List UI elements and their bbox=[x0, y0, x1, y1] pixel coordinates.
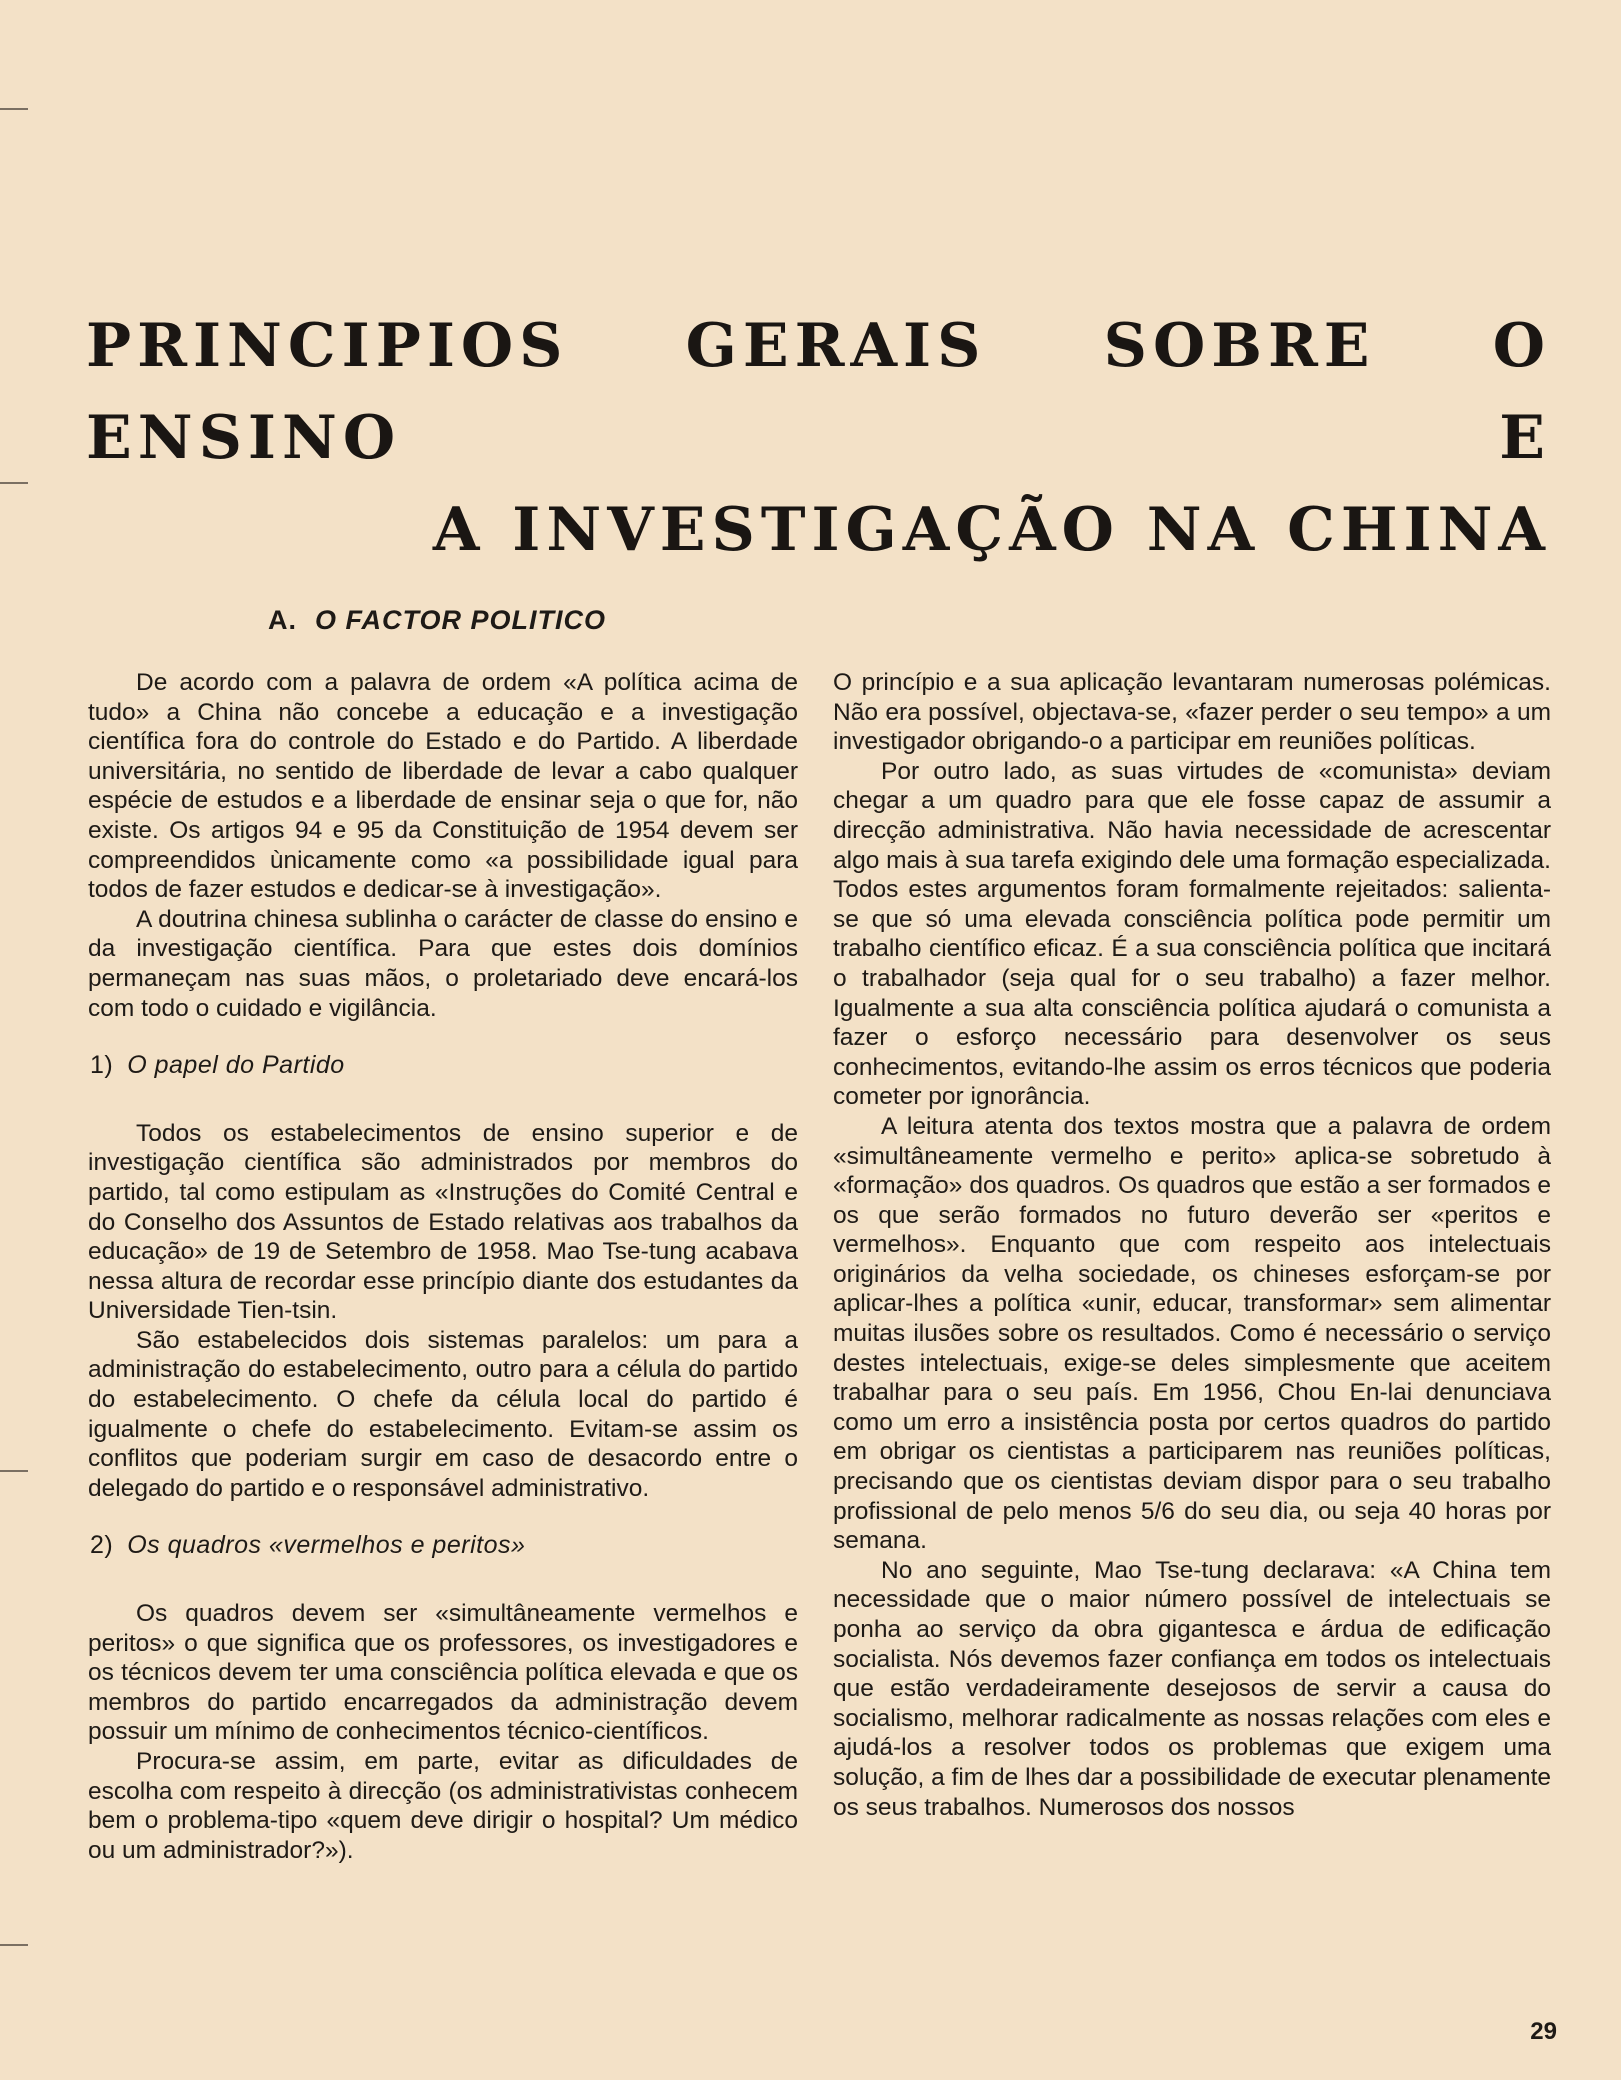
right-column bbox=[833, 668, 1551, 1822]
section-heading bbox=[268, 605, 606, 636]
article-title bbox=[86, 300, 1551, 576]
article-title-line-1: PRINCIPIOS GERAIS SOBRE O ENSINO E bbox=[86, 311, 1551, 473]
paragraph: O princípio e a sua aplicação levantaram numerosas polémicas. Não era possível, objectava-se, «fazer perder o seu tempo» a um investigador obrigando-o a participar em reuniões políticas. bbox=[833, 669, 1551, 756]
paragraph: No ano seguinte, Mao Tse-tung declarava: «A China tem necessidade que o maior número possível de intelectuais se ponha ao serviço da obra gigantesca e árdua de edificação socialista. Nós devemos fazer confiança em todos os intelectuais que estão verdadeiramente desejosos de servir a causa do socialismo, melhorar radicalmente as nossas relações com eles e ajudá-los a resolver todos os problemas que exigem uma solução, a fim de lhes dar a possibilidade de executar plenamente os seus trabalhos. Numerosos dos nossos bbox=[833, 1556, 1551, 1821]
section-letter: A. bbox=[268, 605, 297, 635]
scan-margin-mark bbox=[0, 108, 28, 110]
subheading-text: O papel do Partido bbox=[127, 1051, 345, 1080]
paragraph: Os quadros devem ser «simultâneamente vermelhos e peritos» o que significa que os professores, os investigadores e os técnicos devem ter uma consciência política elevada e que os membros do partido encarregados da administração devem possuir um mínimo de conhecimentos técnico-científicos. bbox=[88, 1600, 798, 1746]
page-number: 29 bbox=[1530, 2018, 1557, 2045]
paragraph: Procura-se assim, em parte, evitar as dificuldades de escolha com respeito à direcção (os administrativistas conhecem bem o problema-tipo «quem deve dirigir o hospital? Um médico ou um administrador?»). bbox=[88, 1748, 798, 1864]
paragraph: A leitura atenta dos textos mostra que a palavra de ordem «simultâneamente vermelho e perito» aplica-se sobretudo à «formação» dos quadros. Os quadros que estão a ser formados e os que serão formados no futuro deverão ser «peritos e vermelhos». Enquanto que com respeito aos intelectuais originários da velha sociedade, os chineses esforçam-se por aplicar-lhes a política «unir, educar, transformar» sem alimentar muitas ilusões sobre os resultados. Como é necessário o serviço destes intelectuais, exige-se deles simplesmente que aceitem trabalhar para o seu país. Em 1956, Chou En-lai denunciava como um erro a insistência posta por certos quadros do partido em obrigar os cientistas a participarem nas reuniões políticas, precisando que os cientistas deviam dispor para o seu trabalho profissional de pelo menos 5/6 do seu dia, ou seja 40 horas por semana. bbox=[833, 1112, 1551, 1555]
subheading-number: 1) bbox=[90, 1051, 114, 1080]
subheading-number: 2) bbox=[90, 1531, 114, 1560]
subheading-cadres bbox=[90, 1531, 798, 1561]
paragraph: Todos os estabelecimentos de ensino superior e de investigação científica são administrados por membros do partido, tal como estipulam as «Instruções do Comité Central e do Conselho dos Assuntos de Estado relativas aos trabalhos da educação» de 19 de Setembro de 1958. Mao Tse-tung acabava nessa altura de recordar esse princípio diante dos estudantes da Universidade Tien-tsin. bbox=[88, 1119, 798, 1325]
paragraph: De acordo com a palavra de ordem «A política acima de tudo» a China não concebe a educação e a investigação científica fora do controle do Estado e do Partido. A liberdade universitária, no sentido de liberdade de levar a cabo qualquer espécie de estudos e a liberdade de ensinar seja o que for, não existe. Os artigos 94 e 95 da Constituição de 1954 devem ser compreendidos ùnicamente como «a possibilidade igual para todos de fazer estudos e dedicar-se à investigação». bbox=[88, 669, 798, 904]
article-title-line-2: A INVESTIGAÇÃO NA CHINA bbox=[432, 495, 1551, 565]
paragraph: A doutrina chinesa sublinha o carácter de classe do ensino e da investigação científica. Para que estes dois domínios permaneçam nas suas mãos, o proletariado deve encará-los com todo o cuidado e vigilância. bbox=[88, 905, 798, 1022]
paragraph: Por outro lado, as suas virtudes de «comunista» deviam chegar a um quadro para que ele fosse capaz de assumir a direcção administrativa. Não havia necessidade de acrescentar algo mais à sua tarefa exigindo dele uma formação especializada. Todos estes argumentos foram formalmente rejeitados: salienta-se que só uma elevada consciência política pode permitir um trabalho científico eficaz. É a sua consciência política que incitará o trabalhador (seja qual for o seu trabalho) a fazer melhor. Igualmente a sua alta consciência política ajudará o comunista a fazer o esforço necessário para desenvolver os seus conhecimentos, evitando-lhe assim os erros técnicos que poderia cometer por ignorância. bbox=[833, 757, 1551, 1111]
scan-margin-mark bbox=[0, 482, 28, 484]
subheading-party-role bbox=[90, 1051, 798, 1081]
subheading-text: Os quadros «vermelhos e peritos» bbox=[127, 1531, 526, 1560]
scan-margin-mark bbox=[0, 1944, 28, 1946]
paragraph: São estabelecidos dois sistemas paralelos: um para a administração do estabelecimento, outro para a célula do partido do estabelecimento. O chefe da célula local do partido é igualmente o chefe do estabelecimento. Evitam-se assim os conflitos que poderiam surgir em caso de desacordo entre o delegado do partido e o responsável administrativo. bbox=[88, 1326, 798, 1502]
section-title: O FACTOR POLITICO bbox=[315, 605, 607, 635]
left-column bbox=[88, 668, 798, 1865]
scan-margin-mark bbox=[0, 1470, 28, 1472]
